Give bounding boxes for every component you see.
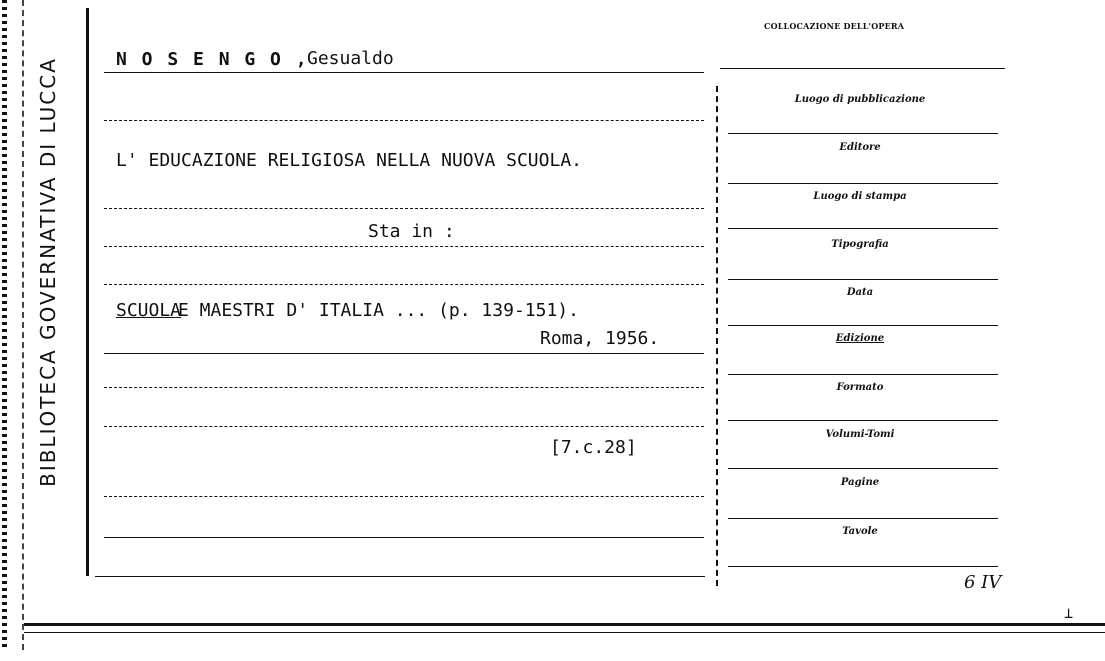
field-volumes: Volumi-Tomi xyxy=(825,429,895,440)
in-label: Sta in : xyxy=(368,221,455,242)
left-border-rule xyxy=(86,8,89,576)
bottom-border xyxy=(24,623,1105,626)
entry-line xyxy=(104,208,704,209)
entry-line xyxy=(104,387,704,388)
author-surname: N O S E N G O , xyxy=(116,49,309,70)
library-stamp: BIBLIOTECA GOVERNATIVA DI LUCCA xyxy=(36,57,60,487)
entry-line xyxy=(104,120,704,121)
shelfmark: [7.c.28] xyxy=(550,437,637,458)
field-place: Luogo di pubblicazione xyxy=(794,94,926,105)
field-printer: Tipografia xyxy=(831,239,889,250)
field-edition: Edizione xyxy=(835,333,885,344)
entry-line xyxy=(104,537,704,538)
handwritten-note: 6 IV xyxy=(964,572,1002,593)
header-rule xyxy=(720,68,1005,69)
corner-mark: ⊥ xyxy=(1064,604,1074,622)
bottom-border xyxy=(24,632,1105,633)
entry-line xyxy=(104,496,704,497)
author-name: Gesualdo xyxy=(307,48,394,69)
field-date: Data xyxy=(846,287,874,298)
book-title: L' EDUCAZIONE RELIGIOSA NELLA NUOVA SCUOLA. xyxy=(116,150,582,171)
field-plates: Tavole xyxy=(842,526,878,537)
field-print-place: Luogo di stampa xyxy=(813,191,907,202)
entry-line xyxy=(104,353,704,354)
series-title: SCUOLA xyxy=(116,300,182,321)
series-rest: E MAESTRI D' ITALIA ... (p. 139-151). xyxy=(178,300,579,321)
entry-line xyxy=(95,576,705,577)
entry-line xyxy=(104,426,704,427)
field-pages: Pagine xyxy=(840,477,880,488)
entry-line xyxy=(104,246,704,247)
entry-line xyxy=(104,72,704,73)
field-publisher: Editore xyxy=(839,142,881,153)
entry-line xyxy=(104,284,704,285)
place-year: Roma, 1956. xyxy=(540,328,660,349)
field-format: Formato xyxy=(836,382,884,393)
location-header: COLLOCAZIONE DELL'OPERA xyxy=(764,21,905,31)
